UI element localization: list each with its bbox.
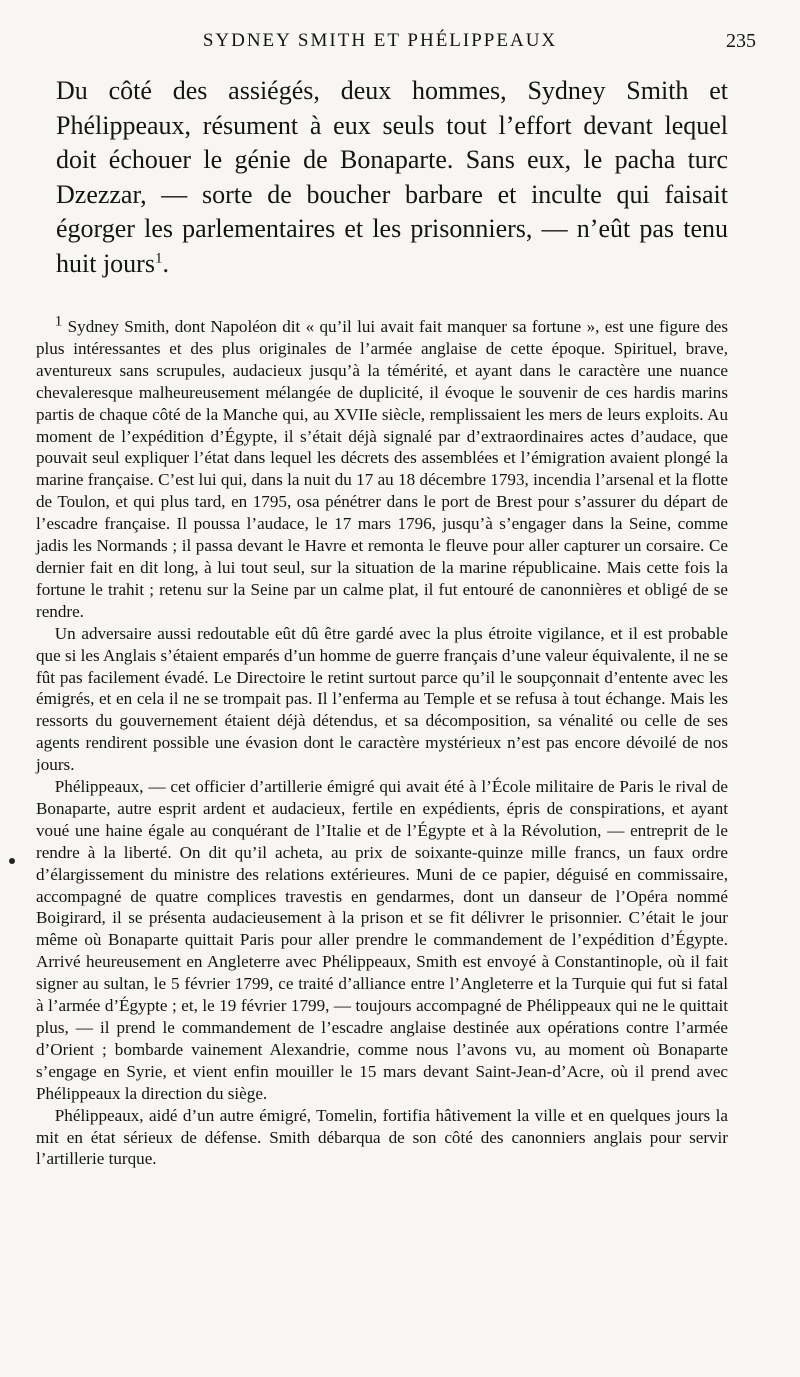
main-paragraph [56,74,728,281]
footnote-paragraph: Phélippeaux, aidé d’un autre émigré, Tomelin, fortifia hâtivement la ville et en quelques jours la mit en état sérieux de défense. Smith débarqua de son côté des canonniers anglais pour servir l’artillerie turque. [36,1105,728,1169]
page-header [0,28,800,58]
footnote-reference: 1 [154,249,163,266]
footnote-paragraph: Phélippeaux, — cet officier d’artillerie émigré qui avait été à l’École militaire de Paris le rival de Bonaparte, autre esprit ardent et audacieux, fertile en expédients, épris de conspirations, et ayant voué une haine égale au conquérant de l’Italie et de l’Égypte et à la Révolution, — entreprit de le rendre à la liberté. On dit qu’il acheta, au prix de soixante-quinze mille francs, un faux ordre d’élargissement du ministre des relations extérieures. Muni de ce papier, déguisé en commissaire, accompagné de quatre complices travestis en gendarmes, dont un danseur de l’Opéra nommé Boigirard, il se présenta audacieusement à la prison et se fit délivrer le prisonnier. C’était le jour même où Bonaparte quittait Paris pour aller prendre le commandement de l’expédition d’Égypte. Arrivé heureusement en Angleterre avec Phélippeaux, Smith est envoyé à Constantinople, où il fait signer au sultan, le 5 février 1799, ce traité d’alliance entre l’Angleterre et la Turquie qui fut si fatal à l’armée d’Égypte ; et, le 19 février 1799, — toujours accompagné de Phélippeaux qui ne le quittait plus, — il prend le commandement de l’escadre anglaise destinée aux opérations contre l’armée d’Orient ; bombarde vainement Alexandrie, comme nous l’avons vu, au moment où Bonaparte s’engage en Syrie, et vient enfin mouiller le 15 mars devant Saint-Jean-d’Acre, où il prend avec Phélippeaux la direction du siège. [36,777,728,1103]
footnotes [36,313,728,1170]
running-title: SYDNEY SMITH ET PHÉLIPPEAUX [202,30,558,51]
footnote-paragraph-text: Sydney Smith, dont Napoléon dit « qu’il lui avait fait manquer sa fortune », est une figure des plus intéressantes et des plus originales de l’armée anglaise de cette époque. Spirituel, brave, aventureux sans scrupules, audacieux jusqu’à la témérité, et ayant dans le caractère une nuance chevaleresque malheureusement mélangée de duplicité, il évoque le souvenir de ces hardis marins partis de chaque côté de la Manche qui, au XVIIe siècle, remplissaient les mers de leurs exploits. Au moment de l’expédition d’Égypte, il s’était déjà signalé par d’extraordinaires actes d’audace, que pouvait seul expliquer l’état dans lequel les décrets des assemblées et l’émigration avaient plongé la marine française. C’est lui qui, dans la nuit du 17 au 18 décembre 1793, incendia l’arsenal et la flotte de Toulon, et qui plus tard, en 1795, osa pénétrer dans le port de Brest pour s’assurer du départ de l’escadre française. Il poussa l’audace, le 17 mars 1796, jusqu’à s’engager dans la Seine, comme jadis les Normands ; il passa devant le Havre et remonta le fleuve pour aller capturer un corsaire. Ce dernier fait en dit long, à lui tout seul, sur la situation de la marine républicaine. Mais cette fois la fortune le trahit ; retenu sur la Seine par un calme plat, il fut entouré de canonnières et obligé de se rendre. [36,317,728,621]
main-paragraph-text: Du côté des assiégés, deux hommes, Sydney Smith et Phélippeaux, résument à eux seuls tout l’effort devant lequel doit échouer le génie de Bonaparte. Sans eux, le pacha turc Dzezzar, — sorte de boucher barbare et inculte qui faisait égorger les parlementaires et les prisonniers, — n’eût pas tenu huit jours [56,76,728,278]
margin-dot [9,858,15,864]
main-paragraph-end: . [162,248,169,278]
page-number: 235 [726,30,756,52]
footnote-marker: 1 [54,313,63,330]
footnote-paragraph: Un adversaire aussi redoutable eût dû être gardé avec la plus étroite vigilance, et il est probable que si les Anglais s’étaient emparés d’un homme de guerre français d’une valeur équivalente, il ne se fût pas facilement évadé. Le Directoire le retint surtout parce qu’il le soupçonnait d’entente avec les émigrés, et en cela il ne se trompait pas. Il l’enferma au Temple et se refusa à tout échange. Mais les ressorts du gouvernement étaient déjà détendus, et sa décomposition, sa vénalité ou celle de ses agents rendirent possible une évasion dont le caractère mystérieux n’est pas encore dévoilé de nos jours. [36,623,728,775]
footnote-paragraph [36,313,728,623]
